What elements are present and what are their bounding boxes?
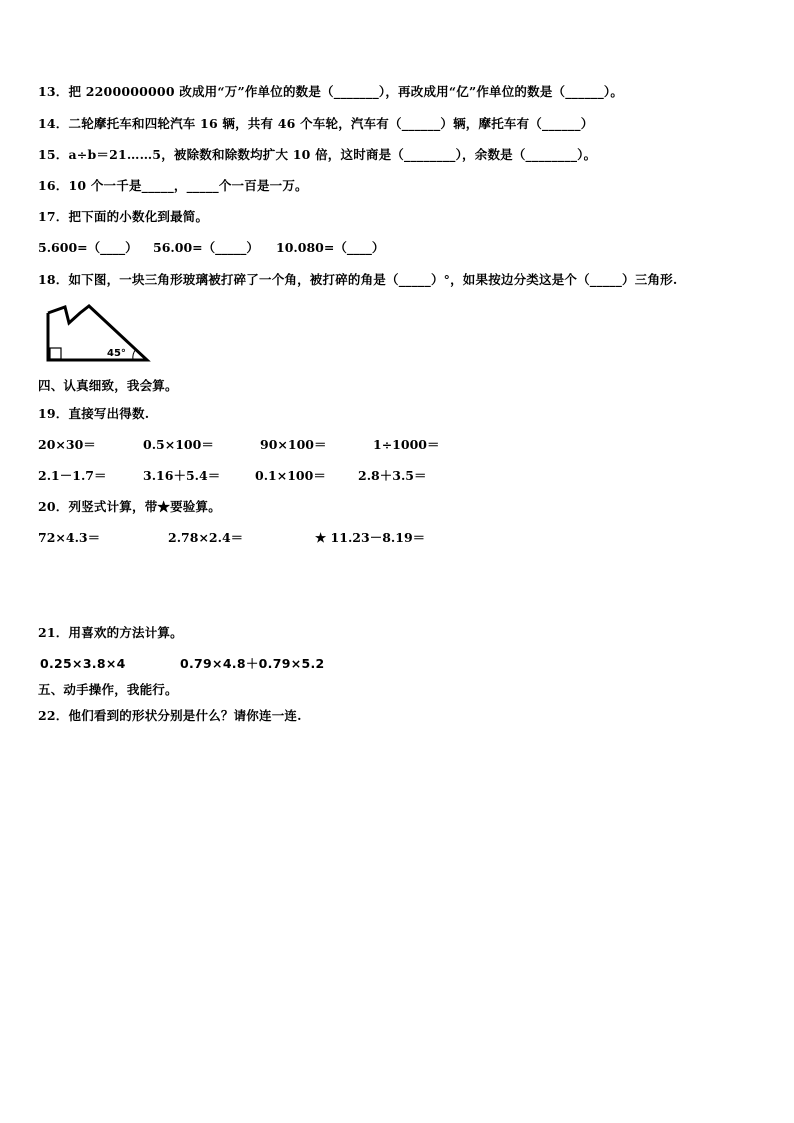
- q21-item-2: 0.79×4.8＋0.79×5.2: [180, 656, 325, 671]
- q17-item-2: 56.00=（_____）: [153, 240, 259, 255]
- q17-item-3: 10.080=（____）: [276, 240, 385, 255]
- right-angle-mark: [50, 348, 61, 359]
- q19-r1-c2: 0.5×100＝: [143, 437, 214, 452]
- question-17: 17．把下面的小数化到最简。: [38, 209, 209, 224]
- q19-r2-c2: 3.16＋5.4＝: [143, 468, 221, 483]
- q20-item-3: ★ 11.23－8.19＝: [315, 530, 426, 545]
- question-19-row-1: [38, 437, 458, 453]
- q19-r2-c1: 2.1－1.7＝: [38, 468, 107, 483]
- angle-label: 45°: [107, 348, 126, 359]
- question-20: 20．列竖式计算，带★要验算。: [38, 499, 221, 514]
- q19-r2-c4: 2.8＋3.5＝: [358, 468, 427, 483]
- q19-r1-c3: 90×100＝: [260, 437, 327, 452]
- question-17-items: [38, 240, 438, 256]
- question-13: 13．把 2200000000 改成用“万”作单位的数是（_______），再改成用“亿”作单位的数是（______）。: [38, 84, 624, 99]
- question-22: 22．他们看到的形状分别是什么？请你连一连.: [38, 708, 302, 723]
- triangle-outline: [48, 306, 147, 360]
- q20-item-1: 72×4.3＝: [38, 530, 101, 545]
- question-14: 14．二轮摩托车和四轮汽车 16 辆，共有 46 个车轮，汽车有（______）辆，摩托车有（______）: [38, 116, 594, 131]
- question-18: 18．如下图，一块三角形玻璃被打碎了一个角，被打碎的角是（_____）°，如果按边分类这是个（_____）三角形.: [38, 272, 678, 287]
- question-15: 15．a÷b＝21……5，被除数和除数均扩大 10 倍，这时商是（________），余数是（________）。: [38, 147, 597, 162]
- question-16: 16．10 个一千是_____，_____个一百是一万。: [38, 178, 308, 193]
- section-5-title: 五、动手操作，我能行。: [38, 682, 178, 697]
- section-4-title: 四、认真细致，我会算。: [38, 378, 178, 393]
- question-21: 21．用喜欢的方法计算。: [38, 625, 183, 640]
- q19-r2-c3: 0.1×100＝: [255, 468, 326, 483]
- q21-item-1: 0.25×3.8×4: [40, 656, 126, 671]
- q20-item-2: 2.78×2.4＝: [168, 530, 244, 545]
- q17-item-1: 5.600=（____）: [38, 240, 138, 255]
- question-20-items: [38, 530, 458, 546]
- question-19-row-2: [38, 468, 458, 484]
- question-19: 19．直接写出得数.: [38, 406, 150, 421]
- q19-r1-c4: 1÷1000＝: [373, 437, 440, 452]
- q19-r1-c1: 20×30＝: [38, 437, 96, 452]
- broken-triangle-figure: [45, 303, 155, 363]
- question-21-items: [40, 656, 360, 672]
